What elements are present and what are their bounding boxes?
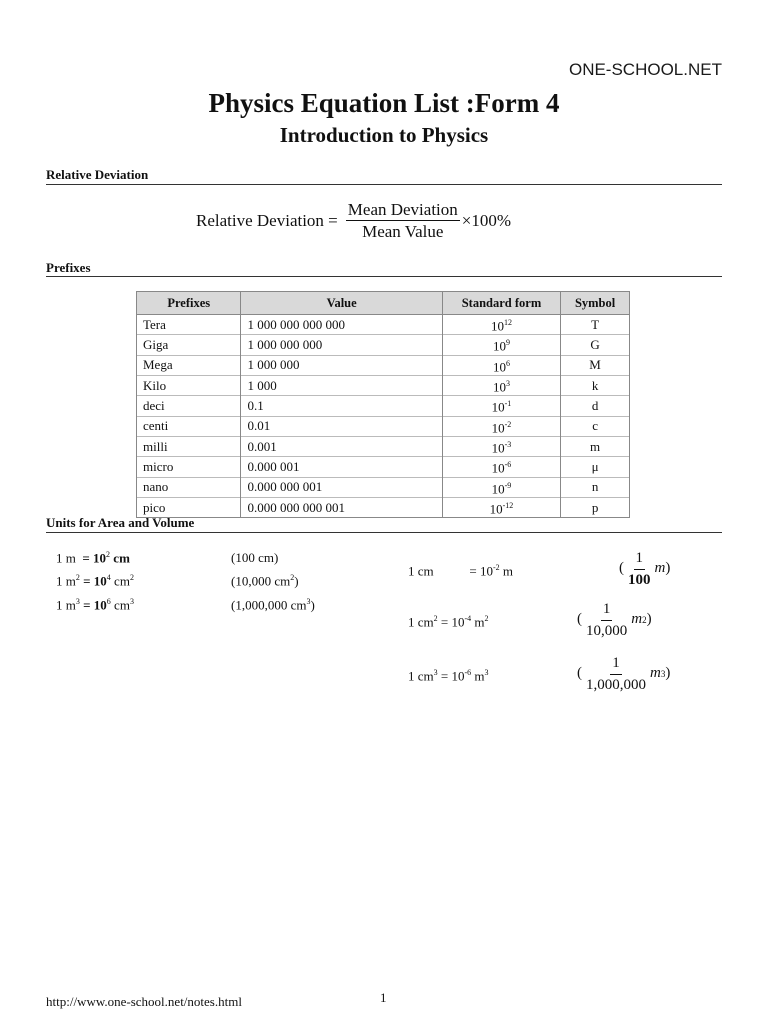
prefix-name-cell: micro <box>137 457 241 477</box>
unit-conversion-left-3: 1 $m^3 = 10^6$ $cm^3$ <box>56 597 134 613</box>
prefix-name-cell: pico <box>137 497 241 517</box>
formula-numerator: Mean Deviation <box>347 200 458 219</box>
prefix-standard-form-cell: $10^{12}$ <box>442 315 560 335</box>
prefix-symbol-cell: p <box>561 497 630 517</box>
section-divider <box>46 276 722 277</box>
prefix-name-cell: Mega <box>137 355 241 375</box>
page-title: Physics Equation List :Form 4 <box>208 88 560 118</box>
prefix-name-cell: milli <box>137 436 241 456</box>
footer-url[interactable]: http://www.one-school.net/notes.html <box>46 994 242 1009</box>
page-subtitle: Introduction to Physics <box>279 123 489 147</box>
section-divider <box>46 532 722 533</box>
column-header: Symbol <box>561 292 630 315</box>
section-heading-prefixes: Prefixes <box>46 260 91 275</box>
prefix-name-cell: centi <box>137 416 241 436</box>
prefix-name-cell: Kilo <box>137 375 241 395</box>
prefix-standard-form-cell: $10^{-6}$ <box>442 457 560 477</box>
prefix-value-cell: 1 000 <box>241 375 442 395</box>
table-row <box>137 497 630 517</box>
page-number: 1 <box>380 990 387 1005</box>
prefix-symbol-cell: G <box>561 335 630 355</box>
prefix-symbol-cell: c <box>561 416 630 436</box>
prefix-value-cell: 0.001 <box>241 436 442 456</box>
unit-fraction-right-3: ( $\frac{1}{1,000,000}$ m 3 ) <box>577 655 671 693</box>
relative-deviation-formula <box>196 200 511 241</box>
prefix-standard-form-cell: $10^{-9}$ <box>442 477 560 497</box>
table-row <box>137 436 630 456</box>
prefix-symbol-cell: n <box>561 477 630 497</box>
prefix-symbol-cell: T <box>561 315 630 335</box>
table-row <box>137 416 630 436</box>
section-heading-relative-deviation: Relative Deviation <box>46 167 149 182</box>
prefix-value-cell: 0.000 000 001 <box>241 477 442 497</box>
prefix-symbol-cell: m <box>561 436 630 456</box>
prefix-standard-form-cell: $10^{-2}$ <box>442 416 560 436</box>
unit-conversion-left-2: 1 $m^2 = 10^4$ $cm^2$ <box>56 573 134 589</box>
prefix-value-cell: 1 000 000 <box>241 355 442 375</box>
formula-multiplier: ×100% <box>461 210 512 230</box>
prefix-value-cell: 0.01 <box>241 416 442 436</box>
prefix-standard-form-cell: $10^9$ <box>442 335 560 355</box>
table-row <box>137 477 630 497</box>
table-row <box>137 375 630 395</box>
prefix-symbol-cell: M <box>561 355 630 375</box>
table-header-row <box>137 292 630 315</box>
table-row <box>137 396 630 416</box>
unit-conversion-right-2: 1 $cm^2 = 10^{-4}$ $m^2$ <box>408 614 489 630</box>
prefix-standard-form-cell: $10^{-3}$ <box>442 436 560 456</box>
prefix-value-cell: 1 000 000 000 <box>241 335 442 355</box>
prefix-name-cell: nano <box>137 477 241 497</box>
column-header: Standard form <box>442 292 560 315</box>
prefix-standard-form-cell: $10^6$ <box>442 355 560 375</box>
table-row <box>137 457 630 477</box>
prefix-standard-form-cell: $10^{-1}$ <box>442 396 560 416</box>
unit-fraction-right-2: ( $\frac{1}{10,000}$ m 2 ) <box>577 601 652 639</box>
formula-fraction <box>346 200 460 241</box>
prefix-name-cell: deci <box>137 396 241 416</box>
prefix-symbol-cell: k <box>561 375 630 395</box>
prefix-name-cell: Giga <box>137 335 241 355</box>
table-row <box>137 315 630 335</box>
unit-paren-left-3: (1,000,000 $cm^3$) <box>231 597 315 613</box>
table-row <box>137 335 630 355</box>
prefix-value-cell: 0.000 000 000 001 <box>241 497 442 517</box>
table-row <box>137 355 630 375</box>
unit-conversion-right-1: 1 cm = $10^{-2}$ m <box>408 563 514 579</box>
prefix-value-cell: 1 000 000 000 000 <box>241 315 442 335</box>
prefix-name-cell: Tera <box>137 315 241 335</box>
prefix-symbol-cell: d <box>561 396 630 416</box>
column-header: Value <box>241 292 442 315</box>
section-divider <box>46 184 722 185</box>
unit-conversion-left-1: 1 $m = 10^2$ cm <box>56 550 130 566</box>
prefix-standard-form-cell: $10^3$ <box>442 375 560 395</box>
site-name: ONE-SCHOOL.NET <box>568 60 722 79</box>
prefix-symbol-cell: μ <box>561 457 630 477</box>
formula-denominator: Mean Value <box>362 222 444 241</box>
unit-paren-left-1: (100 cm) <box>231 550 279 565</box>
prefix-standard-form-cell: $10^{-12}$ <box>442 497 560 517</box>
prefixes-table <box>136 291 630 518</box>
prefix-value-cell: 0.000 001 <box>241 457 442 477</box>
formula-lhs: Relative Deviation = <box>196 210 338 230</box>
column-header: Prefixes <box>137 292 241 315</box>
section-heading-units: Units for Area and Volume <box>46 515 195 530</box>
unit-fraction-right-1: ( $\frac{1}{100}$ m ) <box>619 550 671 588</box>
unit-conversion-right-3: 1 $cm^3 = 10^{-6}$ $m^3$ <box>408 668 489 684</box>
prefix-value-cell: 0.1 <box>241 396 442 416</box>
unit-paren-left-2: (10,000 $cm^2$) <box>231 573 299 589</box>
